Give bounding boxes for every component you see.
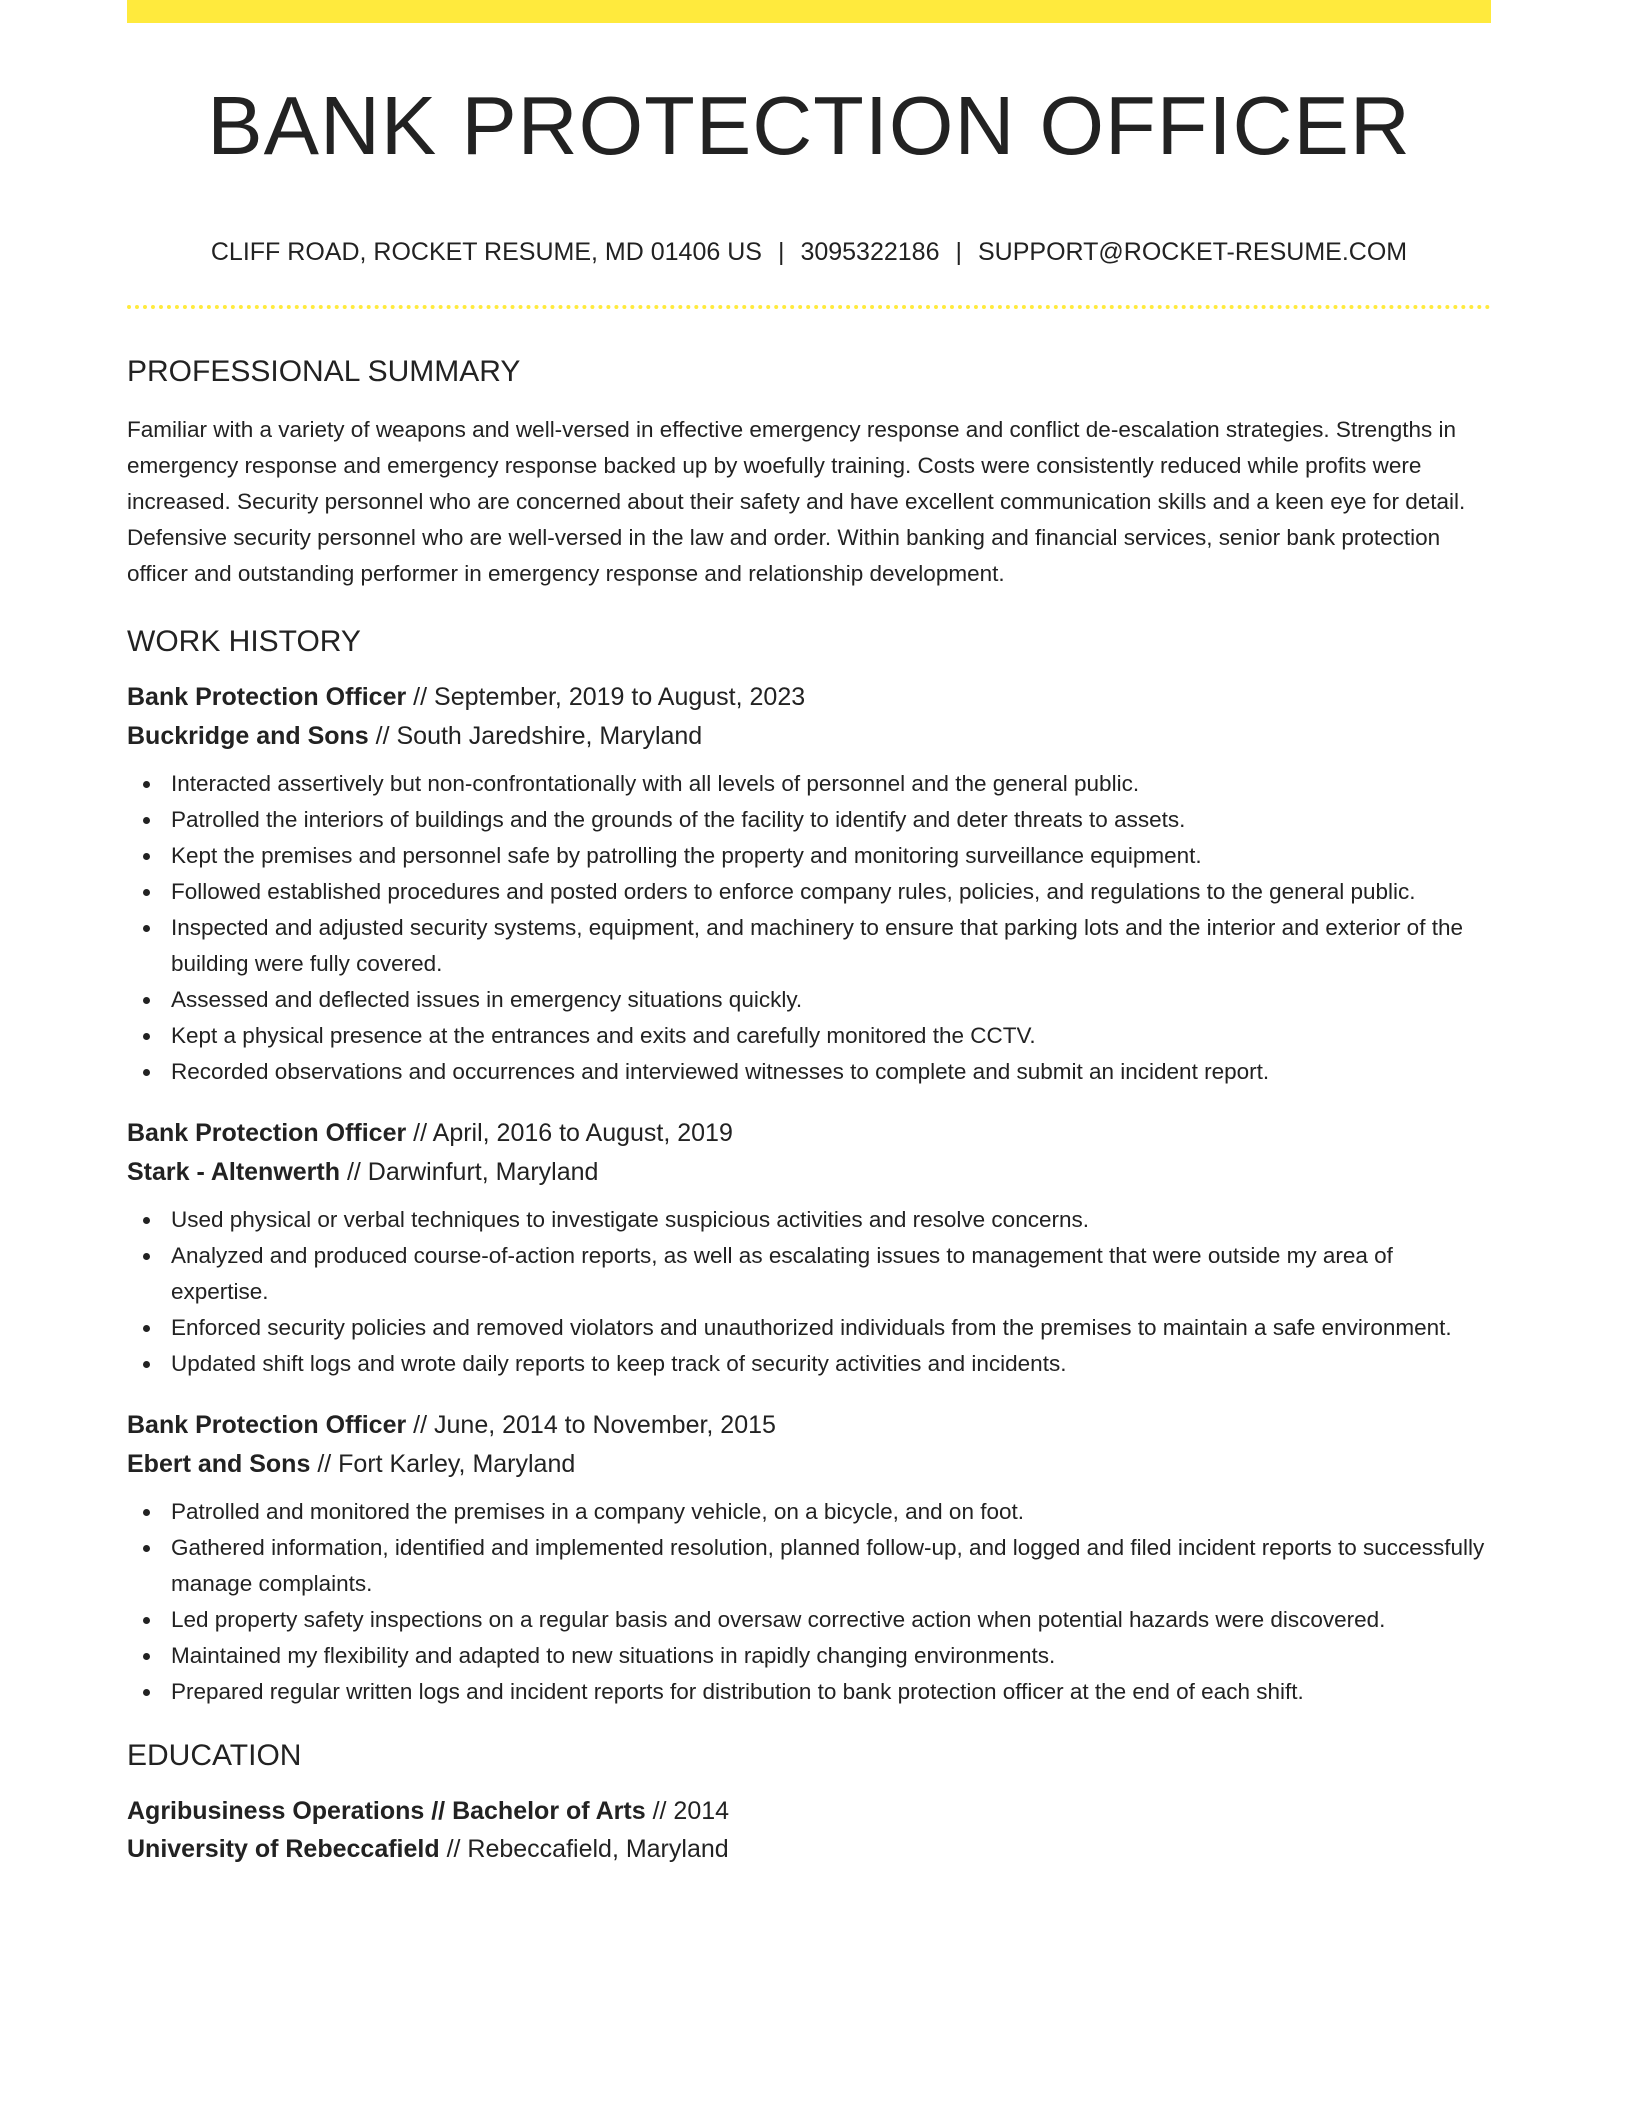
job-company: Stark - Altenwerth: [127, 1158, 341, 1186]
job-dates: // September, 2019 to August, 2023: [406, 683, 806, 711]
contact-separator: |: [955, 238, 962, 266]
list-item: Led property safety inspections on a regular basis and oversaw corrective action when potential hazards were discovered.: [127, 1602, 1491, 1638]
job-company-line: [127, 1153, 1491, 1192]
contact-address: CLIFF ROAD, ROCKET RESUME, MD 01406 US: [210, 238, 762, 266]
list-item: Assessed and deflected issues in emergency situations quickly.: [127, 982, 1491, 1018]
dotted-divider: [127, 305, 1491, 309]
resume-title: BANK PROTECTION OFFICER: [207, 79, 1411, 172]
job-bullets: [127, 1494, 1491, 1710]
job-role: Bank Protection Officer: [127, 683, 407, 711]
education-location: // Rebeccafield, Maryland: [439, 1835, 729, 1863]
job-role-line: [127, 1406, 1491, 1445]
education-degree-line: [127, 1792, 1491, 1830]
section-title-work: WORK HISTORY: [127, 625, 361, 658]
contact-phone: 3095322186: [800, 238, 940, 266]
job-bullets: [127, 766, 1491, 1090]
section-title-education: EDUCATION: [127, 1739, 302, 1772]
accent-bar: [127, 0, 1491, 23]
job-company: Ebert and Sons: [127, 1450, 311, 1478]
job-entry: [127, 1114, 1491, 1382]
education-year: // 2014: [645, 1797, 730, 1825]
list-item: Enforced security policies and removed violators and unauthorized individuals from the premises to maintain a safe environment.: [127, 1310, 1491, 1346]
list-item: Kept the premises and personnel safe by patrolling the property and monitoring surveillance equipment.: [127, 838, 1491, 874]
job-entry: [127, 678, 1491, 1090]
job-role-line: [127, 678, 1491, 717]
contact-line: [127, 236, 1491, 268]
section-title-summary: PROFESSIONAL SUMMARY: [127, 355, 521, 388]
contact-email: SUPPORT@ROCKET-RESUME.COM: [977, 238, 1408, 266]
summary-text: Familiar with a variety of weapons and well-versed in effective emergency response and conflict de-escalation strategies. Strengths in emergency response and emergency response backed up by woefully training. Costs were consistently reduced while profits were increased. Security personnel who are concerned about their safety and have excellent communication skills and a keen eye for detail. Defensive security personnel who are well-versed in the law and order. Within banking and financial services, senior bank protection officer and outstanding performer in emergency response and relationship development.: [127, 417, 1466, 586]
job-role-line: [127, 1114, 1491, 1153]
contact-separator: |: [777, 238, 785, 266]
list-item: Updated shift logs and wrote daily reports to keep track of security activities and incidents.: [127, 1346, 1491, 1382]
job-list: [127, 678, 1491, 1710]
job-company: Buckridge and Sons: [127, 722, 369, 750]
list-item: Recorded observations and occurrences and interviewed witnesses to complete and submit an incident report.: [127, 1054, 1491, 1090]
education-school: University of Rebeccafield: [127, 1835, 440, 1863]
job-entry: [127, 1406, 1491, 1710]
list-item: Prepared regular written logs and incident reports for distribution to bank protection officer at the end of each shift.: [127, 1674, 1491, 1710]
list-item: Patrolled and monitored the premises in a company vehicle, on a bicycle, and on foot.: [127, 1494, 1491, 1530]
job-location: // Fort Karley, Maryland: [310, 1450, 576, 1478]
list-item: Kept a physical presence at the entrances and exits and carefully monitored the CCTV.: [127, 1018, 1491, 1054]
list-item: Patrolled the interiors of buildings and the grounds of the facility to identify and deter threats to assets.: [127, 802, 1491, 838]
job-dates: // June, 2014 to November, 2015: [406, 1411, 776, 1439]
list-item: Interacted assertively but non-confrontationally with all levels of personnel and the general public.: [127, 766, 1491, 802]
list-item: Used physical or verbal techniques to investigate suspicious activities and resolve concerns.: [127, 1202, 1491, 1238]
resume-content: [127, 350, 1491, 1868]
list-item: Analyzed and produced course-of-action reports, as well as escalating issues to management that were outside my area of expertise.: [127, 1238, 1491, 1310]
job-location: // South Jaredshire, Maryland: [368, 722, 703, 750]
list-item: Followed established procedures and posted orders to enforce company rules, policies, and regulations to the general public.: [127, 874, 1491, 910]
job-company-line: [127, 717, 1491, 756]
education-degree: Agribusiness Operations // Bachelor of Arts: [127, 1797, 646, 1825]
job-location: // Darwinfurt, Maryland: [340, 1158, 599, 1186]
job-role: Bank Protection Officer: [127, 1119, 407, 1147]
job-company-line: [127, 1445, 1491, 1484]
list-item: Maintained my flexibility and adapted to new situations in rapidly changing environments.: [127, 1638, 1491, 1674]
education-school-line: [127, 1830, 1491, 1868]
job-role: Bank Protection Officer: [127, 1411, 407, 1439]
list-item: Inspected and adjusted security systems, equipment, and machinery to ensure that parking lots and the interior and exterior of the building were fully covered.: [127, 910, 1491, 982]
list-item: Gathered information, identified and implemented resolution, planned follow-up, and logged and filed incident reports to successfully manage complaints.: [127, 1530, 1491, 1602]
job-bullets: [127, 1202, 1491, 1382]
job-dates: // April, 2016 to August, 2019: [406, 1119, 733, 1147]
